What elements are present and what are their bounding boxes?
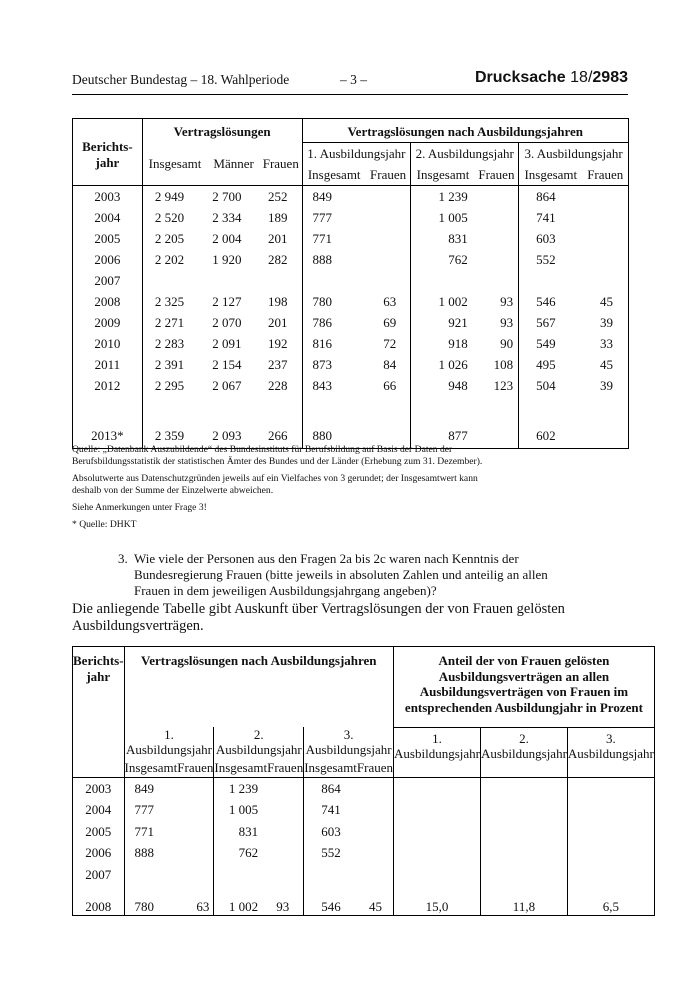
cell-y3-frauen	[583, 396, 629, 448]
table-row	[73, 375, 629, 396]
cell-jahr: 2008	[85, 898, 112, 914]
cell-maenner: 1 920	[212, 252, 242, 267]
cell-y1-insgesamt: 780	[124, 885, 177, 915]
note-source: Quelle: „Datenbank Auszubildende“ des Bundesinstituts für Berufsbildung auf Basis der Daten der Berufsbildungsstatistik der statistischen Ämter des Bundes und der Länder (Erhebung zum 31. Dezember).	[72, 444, 483, 467]
cell-pct1: 15,0	[394, 885, 481, 915]
t2-pct1-header: 1. Ausbildungsjahr	[394, 727, 481, 778]
cell-y2-frauen: 108	[493, 357, 514, 372]
cell-y3-insgesamt: 549	[519, 333, 583, 354]
cell-y3-frauen: 45	[600, 294, 613, 309]
year2-header: 2. Ausbildungsjahr	[411, 143, 519, 165]
note-see: Siehe Anmerkungen unter Frage 3!	[72, 502, 207, 513]
t2-year1-header: 1. Ausbildungsjahr	[125, 727, 212, 757]
cell-y3-frauen: 45	[600, 357, 613, 372]
cell-y2-insgesamt: 1 005	[411, 207, 475, 228]
cell-pct1	[394, 778, 481, 800]
cell-jahr: 2006	[94, 252, 121, 267]
cell-pct2	[480, 864, 567, 886]
t2-year2-header: 2. Ausbildungsjahr	[215, 727, 302, 757]
y3-insgesamt: Insgesamt	[519, 164, 583, 186]
cell-frauen: 189	[268, 210, 288, 225]
cell-pct1	[394, 821, 481, 843]
cell-insgesamt: 2 520	[142, 207, 207, 228]
note-rounding: Absolutwerte aus Datenschutzgründen jeweils auf ein Vielfaches von 3 gerundet; der Insgesamtwert kann deshalb von der Summe der Einzelwerte abweichen.	[72, 473, 478, 496]
table-row	[73, 799, 655, 821]
page-header	[72, 69, 628, 95]
cell-y2-insgesamt: 762	[411, 249, 475, 270]
cell-y3-frauen: 45	[369, 898, 383, 914]
y1-insgesamt: Insgesamt	[302, 164, 366, 186]
cell-frauen: 228	[268, 378, 288, 393]
cell-jahr: 2013*	[91, 427, 124, 443]
cell-maenner: 2 004	[212, 231, 242, 246]
cell-frauen: 192	[268, 336, 288, 351]
cell-jahr: 2005	[85, 823, 112, 839]
cell-y3-insgesamt: 602	[519, 396, 583, 448]
cell-y1-frauen: 63	[383, 294, 397, 309]
cell-jahr: 2004	[85, 802, 112, 818]
answer-intro: Die anliegende Tabelle gibt Auskunft über Vertragslösungen der von Frauen gelösten Ausbildungsverträgen.	[72, 601, 565, 634]
cell-y2-insgesamt: 1 002	[214, 885, 267, 915]
cell-y3-frauen: 39	[600, 378, 613, 393]
cell-y1-frauen	[177, 799, 214, 821]
table-row	[73, 207, 629, 228]
cell-jahr: 2005	[94, 231, 121, 246]
cell-maenner: 2 070	[212, 315, 242, 330]
cell-y1-insgesamt: 777	[302, 207, 366, 228]
cell-frauen: 201	[268, 231, 288, 246]
cell-maenner: 2 127	[212, 294, 242, 309]
t2-pct3-header: 3. Ausbildungsjahr	[567, 727, 654, 778]
col-berichtsjahr: Berichts-jahr	[82, 139, 133, 170]
cell-y2-insgesamt: 918	[411, 333, 475, 354]
cell-jahr: 2003	[85, 781, 112, 796]
page-number: – 3 –	[340, 72, 367, 87]
cell-y3-frauen	[357, 864, 394, 886]
cell-jahr: 2008	[94, 294, 121, 309]
table-row	[73, 228, 629, 249]
cell-maenner: 2 091	[212, 336, 242, 351]
cell-jahr: 2010	[94, 336, 121, 351]
cell-pct3	[567, 799, 654, 821]
cell-maenner: 2 093	[212, 427, 242, 443]
cell-y3-frauen	[357, 842, 394, 864]
cell-frauen: 266	[268, 427, 288, 443]
cell-jahr: 2004	[94, 210, 121, 225]
cell-y1-frauen	[177, 842, 214, 864]
cell-y3-insgesamt: 546	[519, 291, 583, 312]
cell-frauen: 252	[268, 189, 288, 204]
cell-pct3	[567, 842, 654, 864]
t2-y1-insgesamt: Insgesamt	[124, 757, 177, 778]
cell-y1-insgesamt: 873	[302, 354, 366, 375]
table-row	[73, 333, 629, 354]
y1-frauen: Frauen	[370, 167, 407, 182]
cell-y1-frauen: 66	[383, 378, 397, 393]
cell-y2-insgesamt: 1 239	[214, 778, 267, 800]
group-vl-nach-jahren: Vertragslösungen nach Ausbildungsjahren	[302, 119, 629, 143]
cell-y3-frauen	[583, 228, 629, 249]
cell-y3-frauen	[583, 249, 629, 270]
cell-y3-frauen: 39	[600, 315, 613, 330]
cell-y2-frauen	[267, 864, 304, 886]
cell-y2-insgesamt: 921	[411, 312, 475, 333]
cell-pct1	[394, 799, 481, 821]
cell-y2-insgesamt: 1 002	[411, 291, 475, 312]
cell-y3-frauen	[583, 186, 629, 208]
cell-jahr: 2007	[94, 273, 121, 288]
cell-y3-frauen	[583, 270, 629, 291]
header-parliament: Deutscher Bundestag – 18. Wahlperiode	[72, 72, 290, 87]
group-vertragsloesungen: Vertragslösungen	[142, 119, 302, 143]
cell-y2-frauen: 93	[276, 898, 290, 914]
cell-y2-frauen	[475, 228, 519, 249]
cell-y1-frauen	[177, 864, 214, 886]
cell-y3-insgesamt: 741	[519, 207, 583, 228]
table-female-terminations	[72, 646, 655, 916]
cell-pct3	[567, 778, 654, 800]
table-row	[73, 821, 655, 843]
cell-jahr: 2006	[85, 845, 112, 861]
t2-group-anteil: Anteil der von Frauen gelösten Ausbildungsverträgen an allen Ausbildungsverträgen von Frauen im entsprechenden Ausbildungjahr in Prozent	[394, 647, 655, 728]
cell-y3-insgesamt: 495	[519, 354, 583, 375]
cell-y2-frauen: 93	[500, 315, 514, 330]
cell-y1-frauen	[366, 249, 411, 270]
cell-y2-frauen	[475, 396, 519, 448]
cell-y2-frauen: 123	[493, 378, 514, 393]
year3-header: 3. Ausbildungsjahr	[519, 143, 629, 165]
y2-frauen: Frauen	[478, 167, 515, 182]
t2-y2-frauen: Frauen	[267, 759, 304, 775]
cell-frauen	[260, 270, 302, 291]
doc-num: 2983	[592, 69, 628, 86]
cell-y3-frauen	[357, 821, 394, 843]
sub-insgesamt: Insgesamt	[142, 143, 207, 186]
cell-maenner: 2 700	[212, 189, 242, 204]
cell-insgesamt: 2 271	[142, 312, 207, 333]
cell-y2-frauen: 93	[500, 294, 514, 309]
cell-pct1	[394, 864, 481, 886]
t2-pct2-header: 2. Ausbildungsjahr	[480, 727, 567, 778]
cell-y3-frauen	[357, 778, 394, 800]
cell-pct1	[394, 842, 481, 864]
cell-y2-insgesamt: 762	[214, 842, 267, 864]
cell-y2-frauen	[475, 270, 519, 291]
sub-frauen: Frauen	[262, 156, 299, 172]
cell-y3-frauen	[357, 799, 394, 821]
sub-maenner: Männer	[213, 156, 254, 172]
t2-y3-frauen: Frauen	[356, 759, 394, 775]
cell-y3-insgesamt: 567	[519, 312, 583, 333]
cell-y2-insgesamt: 831	[214, 821, 267, 843]
t2-y2-insgesamt: Insgesamt	[214, 757, 267, 778]
cell-maenner: 2 154	[212, 357, 242, 372]
cell-y3-insgesamt: 504	[519, 375, 583, 396]
note-dhkt: * Quelle: DHKT	[72, 519, 137, 530]
year1-header: 1. Ausbildungsjahr	[302, 143, 411, 165]
cell-y3-insgesamt: 546	[304, 885, 357, 915]
cell-insgesamt: 2 202	[142, 249, 207, 270]
cell-y1-insgesamt: 777	[124, 799, 177, 821]
t2-y3-insgesamt: Insgesamt	[304, 757, 357, 778]
cell-y3-insgesamt: 864	[519, 186, 583, 208]
question-3	[118, 551, 558, 599]
cell-y1-frauen: 69	[383, 315, 397, 330]
cell-y1-frauen	[366, 207, 411, 228]
cell-maenner	[207, 270, 260, 291]
document-number	[475, 69, 628, 87]
cell-y1-frauen	[366, 186, 411, 208]
cell-frauen: 237	[268, 357, 288, 372]
cell-y1-frauen	[366, 228, 411, 249]
cell-pct2	[480, 821, 567, 843]
cell-y1-insgesamt: 786	[302, 312, 366, 333]
cell-y1-frauen	[177, 778, 214, 800]
cell-insgesamt: 2 949	[142, 186, 207, 208]
cell-y3-insgesamt: 864	[304, 778, 357, 800]
cell-y2-insgesamt: 1 005	[214, 799, 267, 821]
cell-jahr: 2003	[94, 189, 121, 204]
cell-insgesamt: 2 359	[142, 396, 207, 448]
cell-pct2	[480, 799, 567, 821]
table-row	[73, 270, 629, 291]
cell-y2-frauen	[267, 821, 304, 843]
cell-maenner: 2 334	[212, 210, 242, 225]
cell-jahr: 2012	[94, 378, 121, 393]
cell-y1-frauen: 63	[196, 898, 210, 914]
cell-y3-insgesamt: 552	[304, 842, 357, 864]
cell-y1-frauen	[366, 396, 411, 448]
t2-group-vl-nach-jahren: Vertragslösungen nach Ausbildungsjahren	[124, 647, 393, 728]
cell-y2-insgesamt: 1 026	[411, 354, 475, 375]
t2-y1-frauen: Frauen	[177, 759, 214, 775]
cell-y1-insgesamt: 816	[302, 333, 366, 354]
table-row	[73, 396, 629, 448]
cell-y2-frauen	[475, 186, 519, 208]
question-number: 3.	[118, 551, 128, 566]
cell-y1-insgesamt: 849	[302, 186, 366, 208]
cell-y2-frauen	[267, 778, 304, 800]
cell-y2-insgesamt: 1 239	[411, 186, 475, 208]
table-row	[73, 864, 655, 886]
y3-frauen: Frauen	[587, 167, 624, 182]
table-row	[73, 885, 655, 915]
cell-jahr: 2009	[94, 315, 121, 330]
cell-insgesamt: 2 391	[142, 354, 207, 375]
table-row	[73, 354, 629, 375]
doc-prefix: 18/	[570, 69, 593, 86]
cell-y2-frauen: 90	[500, 336, 514, 351]
cell-y3-insgesamt: 741	[304, 799, 357, 821]
cell-pct3	[567, 864, 654, 886]
cell-y1-frauen	[366, 270, 411, 291]
cell-y2-insgesamt	[214, 864, 267, 886]
table-row	[73, 249, 629, 270]
cell-y1-insgesamt	[124, 864, 177, 886]
cell-insgesamt: 2 205	[142, 228, 207, 249]
cell-y2-insgesamt: 948	[411, 375, 475, 396]
cell-pct2	[480, 778, 567, 800]
cell-y3-insgesamt: 603	[519, 228, 583, 249]
t2-year3-header: 3. Ausbildungsjahr	[305, 727, 392, 757]
doc-label: Drucksache	[474, 69, 566, 86]
cell-y2-frauen	[267, 842, 304, 864]
table-row	[73, 778, 655, 800]
cell-y2-insgesamt	[411, 270, 475, 291]
table-row	[73, 842, 655, 864]
table-row	[73, 186, 629, 208]
table-row	[73, 312, 629, 333]
cell-y3-frauen	[583, 207, 629, 228]
cell-y1-insgesamt	[302, 270, 366, 291]
table-row	[73, 291, 629, 312]
cell-y1-insgesamt: 849	[124, 778, 177, 800]
cell-pct2	[480, 842, 567, 864]
cell-y2-frauen	[475, 249, 519, 270]
cell-y1-insgesamt: 771	[302, 228, 366, 249]
cell-y1-insgesamt: 780	[302, 291, 366, 312]
cell-y1-frauen	[177, 821, 214, 843]
cell-y2-frauen	[267, 799, 304, 821]
cell-y1-insgesamt: 888	[302, 249, 366, 270]
cell-y3-insgesamt	[304, 864, 357, 886]
question-text: Wie viele der Personen aus den Fragen 2a bis 2c waren nach Kenntnis der Bundesregierung Frauen (bitte jeweils in absoluten Zahlen und anteilig an allen Frauen in dem jeweiligen Ausbildungsjahrgang angeben)?	[134, 551, 548, 598]
cell-y3-insgesamt: 603	[304, 821, 357, 843]
cell-y3-insgesamt	[519, 270, 583, 291]
cell-pct2: 11,8	[480, 885, 567, 915]
cell-jahr: 2007	[85, 866, 112, 882]
cell-insgesamt: 2 325	[142, 291, 207, 312]
cell-frauen: 198	[268, 294, 288, 309]
cell-y1-insgesamt: 771	[124, 821, 177, 843]
table-notes	[72, 444, 492, 536]
cell-y2-insgesamt: 877	[411, 396, 475, 448]
t2-col-berichtsjahr: Berichts-jahr	[73, 653, 124, 684]
cell-jahr: 2011	[94, 357, 121, 372]
cell-insgesamt	[142, 270, 207, 291]
table-contract-terminations	[72, 118, 629, 449]
cell-y1-frauen: 84	[383, 357, 397, 372]
cell-insgesamt: 2 295	[142, 375, 207, 396]
cell-pct3: 6,5	[567, 885, 654, 915]
cell-y1-frauen: 72	[383, 336, 397, 351]
cell-y1-insgesamt: 843	[302, 375, 366, 396]
cell-y2-insgesamt: 831	[411, 228, 475, 249]
cell-insgesamt: 2 283	[142, 333, 207, 354]
cell-y1-insgesamt: 888	[124, 842, 177, 864]
y2-insgesamt: Insgesamt	[411, 164, 475, 186]
cell-maenner: 2 067	[212, 378, 242, 393]
cell-y1-insgesamt: 880	[302, 396, 366, 448]
cell-frauen: 282	[268, 252, 288, 267]
cell-y3-frauen: 33	[600, 336, 613, 351]
cell-y2-frauen	[475, 207, 519, 228]
cell-y3-insgesamt: 552	[519, 249, 583, 270]
cell-frauen: 201	[268, 315, 288, 330]
cell-pct3	[567, 821, 654, 843]
